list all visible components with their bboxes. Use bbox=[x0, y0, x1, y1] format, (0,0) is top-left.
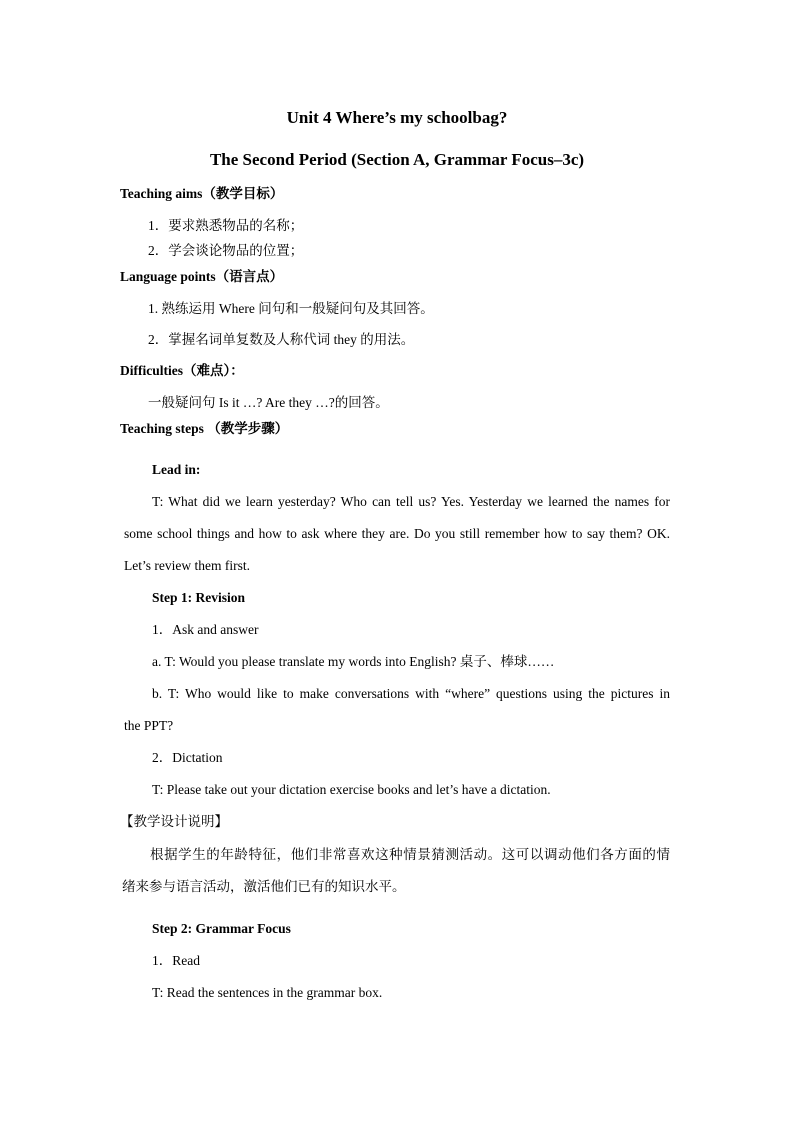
design-note-line: 根据学生的年龄特征，他们非常喜欢这种情景猜测活动。这可以调动他们各方面的情 bbox=[150, 847, 670, 862]
step1-item: 1．Ask and answer bbox=[152, 622, 259, 637]
step1-item: the PPT? bbox=[124, 718, 174, 733]
teaching-aim-item: 2．学会谈论物品的位置； bbox=[148, 243, 304, 258]
lead-in-heading: Lead in: bbox=[152, 462, 201, 477]
lead-in-line: some school things and how to ask where they are. Do you still remember how to say them? OK. bbox=[124, 526, 670, 541]
language-point-item: 1. 熟练运用 Where 问句和一般疑问句及其回答。 bbox=[148, 301, 434, 316]
teaching-aim-item: 1．要求熟悉物品的名称； bbox=[148, 218, 304, 233]
design-note-heading: 【教学设计说明】 bbox=[120, 814, 228, 829]
difficulties-text: 一般疑问句 Is it …? Are they …?的回答。 bbox=[148, 395, 389, 410]
step1-heading: Step 1: Revision bbox=[152, 590, 246, 605]
difficulties-heading: Difficulties（难点）： bbox=[120, 363, 244, 378]
step2-heading: Step 2: Grammar Focus bbox=[152, 921, 291, 936]
teaching-aims-heading: Teaching aims（教学目标） bbox=[120, 186, 284, 201]
teaching-steps-heading: Teaching steps （教学步骤） bbox=[120, 421, 289, 436]
step1-item: 2．Dictation bbox=[152, 750, 223, 765]
step2-item: T: Read the sentences in the grammar box. bbox=[152, 985, 383, 1000]
step1-item: a. T: Would you please translate my words into English? 桌子、棒球…… bbox=[152, 654, 555, 669]
lead-in-line: Let’s review them first. bbox=[124, 558, 250, 573]
step2-item: 1．Read bbox=[152, 953, 200, 968]
language-point-item: 2．掌握名词单复数及人称代词 they 的用法。 bbox=[148, 332, 415, 347]
lead-in-line: T: What did we learn yesterday? Who can tell us? Yes. Yesterday we learned the names for bbox=[152, 494, 670, 509]
step1-item: T: Please take out your dictation exercise books and let’s have a dictation. bbox=[152, 782, 551, 797]
page-title: Unit 4 Where’s my schoolbag? bbox=[286, 108, 508, 127]
design-note-line: 绪来参与语言活动，激活他们已有的知识水平。 bbox=[122, 879, 406, 894]
language-points-heading: Language points（语言点） bbox=[120, 269, 284, 284]
page-subtitle: The Second Period (Section A, Grammar Focus–3c) bbox=[209, 150, 585, 169]
step1-item: b. T: Who would like to make conversations with “where” questions using the pictures in bbox=[152, 686, 670, 701]
